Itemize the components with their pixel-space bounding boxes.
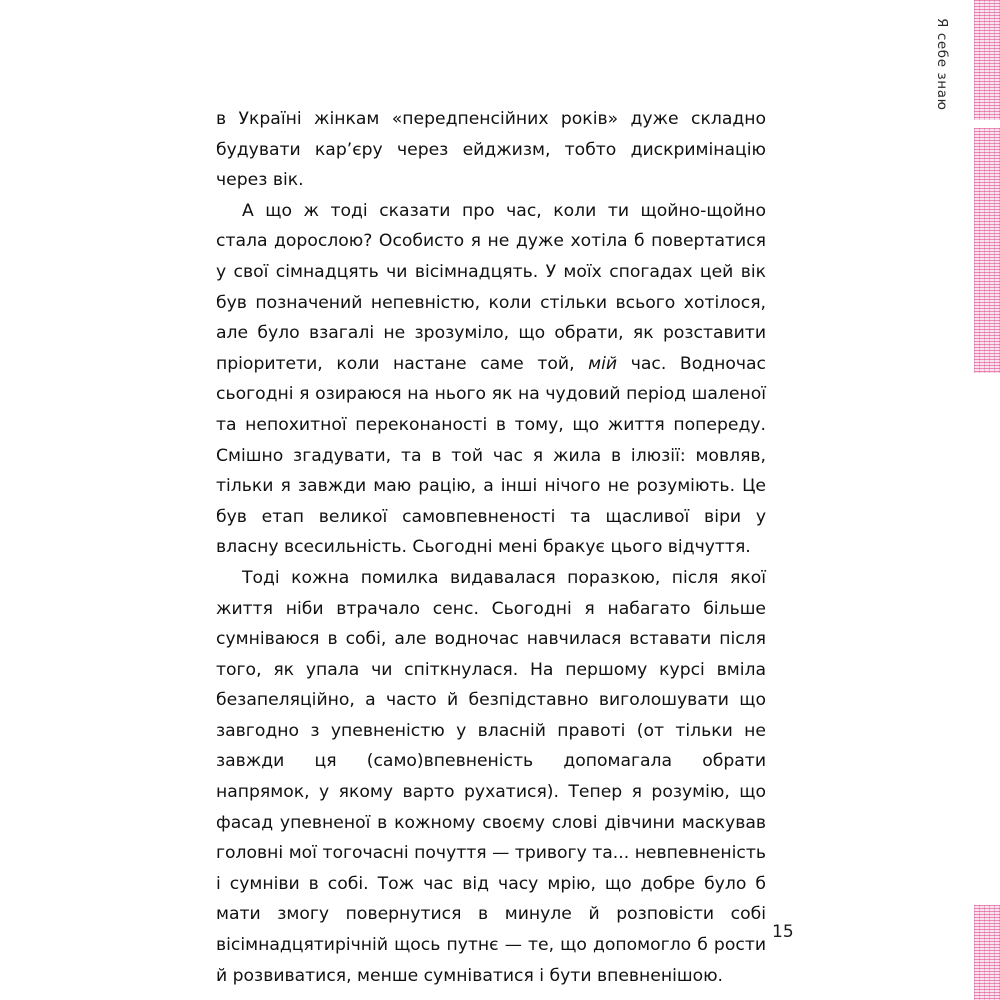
paragraph-1: в Україні жінкам «передпенсійних років» дуже складно будувати кар’єру через ейджизм, тобто дискримінацію через вік. (216, 109, 766, 191)
edge-pattern-block (974, 128, 1000, 373)
edge-pattern-block (974, 905, 1000, 1000)
italic-word: мій (588, 353, 618, 374)
running-head: Я себе знаю (934, 18, 950, 111)
body-text-column (216, 104, 766, 991)
page-number: 15 (772, 922, 794, 942)
paragraph-2: А що ж тоді сказати про час, коли ти щойно-щойно стала дорослою? Особисто я не дуже хотіла б повертатися у свої сімнадцять чи вісімнадцять. У моїх спогадах цей вік був позначений непевністю, коли стільки всього хотілося, але було взагалі не зрозуміло, що обрати, як розставити пріоритети, коли настане саме той, мій час. Водночас сьогодні я озираюся на нього як на чудовий період шаленої та непохитної переконаності в тому, що життя попереду. Смішно згадувати, та в той час я жила в ілюзії: мовляв, тільки я завжди маю рацію, а інші нічого не розуміють. Це був етап великої самовпевненості та щасливої віри у власну всесильність. Сьогодні мені бракує цього відчуття. (216, 200, 766, 558)
edge-pattern-block (974, 0, 1000, 120)
paragraph-3: Тоді кожна помилка видавалася поразкою, після якої життя ніби втрачало сенс. Сьогодні я набагато більше сумніваюся в собі, але водночас навчилася вставати після того, як упала чи спіткнулася. На першому курсі вміла безапеляційно, а часто й безпідставно виголошувати що завгодно з упевненістю у власній правоті (от тільки не завжди ця (само)впевненість допомагала обрати напрямок, у якому варто рухатися). Тепер я розумію, що фасад упевненої в кожному своєму слові дівчини маскував головні мої тогочасні почуття — тривогу та... невпевненість і сумніви в собі. Тож час від часу мрію, що добре було б мати змогу повернутися в минуле й розповісти собі вісімнадцятирічній щось путнє — те, що допомогло б рости й розвиватися, менше сумніватися і бути впевненішою. (216, 567, 766, 986)
decorative-edge-strip (964, 0, 1000, 1000)
